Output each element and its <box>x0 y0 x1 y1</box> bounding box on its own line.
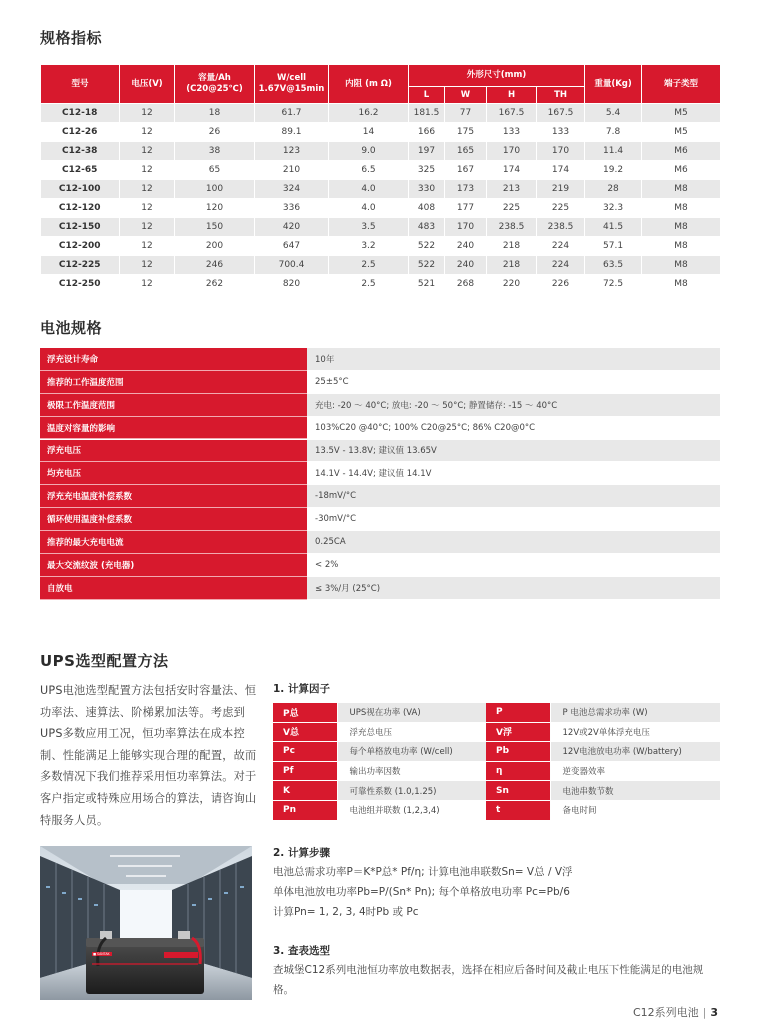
factor-desc: 每个单格放电功率 (W/cell) <box>337 742 486 762</box>
cell-weight: 5.4 <box>585 104 642 123</box>
cell-w: 165 <box>445 142 487 161</box>
cell-weight: 28 <box>585 180 642 199</box>
header-capacity-label: 容量/Ah <box>198 73 231 83</box>
cell-voltage: 12 <box>120 218 175 237</box>
factor-desc: 电池组并联数 (1,2,3,4) <box>337 800 486 820</box>
cell-terminal: M8 <box>642 275 721 294</box>
factor-row <box>273 722 720 742</box>
factor-desc: 可靠性系数 (1.0,1.25) <box>337 781 486 801</box>
battery-spec-row <box>40 417 720 440</box>
cell-w: 77 <box>445 104 487 123</box>
cell-weight: 19.2 <box>585 161 642 180</box>
cell-wcell: 324 <box>255 180 329 199</box>
cell-model: C12-250 <box>41 275 120 294</box>
spec-table-body <box>41 104 721 294</box>
battery-spec-row <box>40 508 720 531</box>
battery-spec-value: 103%C20 @40°C; 100% C20@25°C; 86% C20@0°C <box>307 417 720 440</box>
table-row <box>41 161 721 180</box>
ups-datacenter-image <box>40 846 252 1000</box>
battery-spec-value: 充电: -20 ～ 40°C; 放电: -20 ～ 50°C; 静置储存: -15 ～ 40°C <box>307 394 720 417</box>
cell-weight: 32.3 <box>585 199 642 218</box>
battery-spec-value: -30mV/°C <box>307 508 720 531</box>
cell-capacity: 26 <box>175 123 255 142</box>
ups-intro-text: UPS电池选型配置方法包括安时容量法、恒功率法、速算法、阶梯累加法等。考虑到UPS多数应用工况，恒功率算法在成本控制、性能满足上能够实现合理的配置，故而多数情况下我们推荐采用恒功率算法。对于客户指定或特殊应用场合的算法，请咨询山特服务人员。 <box>40 684 257 827</box>
cell-w: 240 <box>445 237 487 256</box>
battery-section-title: 电池规格 <box>40 319 103 337</box>
header-dimensions: 外形尺寸(mm) <box>409 65 585 87</box>
steps-list <box>273 862 723 922</box>
cell-h: 213 <box>487 180 537 199</box>
battery-spec-label: 均充电压 <box>40 462 307 485</box>
battery-spec-value: -18mV/°C <box>307 485 720 508</box>
factor-row <box>273 800 720 820</box>
cell-h: 170 <box>487 142 537 161</box>
factor-row <box>273 703 720 722</box>
factor-row <box>273 761 720 781</box>
cell-model: C12-26 <box>41 123 120 142</box>
header-dim-w: W <box>445 87 487 104</box>
cell-voltage: 12 <box>120 256 175 275</box>
header-dim-l: L <box>409 87 445 104</box>
battery-spec-value: 14.1V - 14.4V; 建议值 14.1V <box>307 462 720 485</box>
factor-symbol: t <box>486 800 550 820</box>
cell-wcell: 700.4 <box>255 256 329 275</box>
factor-symbol: V浮 <box>486 722 550 742</box>
step-line: 计算Pn= 1, 2, 3, 4时Pb 或 Pc <box>273 906 419 918</box>
svg-text:■ SANTAK: ■ SANTAK <box>93 952 110 957</box>
cell-w: 175 <box>445 123 487 142</box>
cell-wcell: 89.1 <box>255 123 329 142</box>
cell-terminal: M8 <box>642 256 721 275</box>
factor-symbol: P <box>486 703 550 722</box>
cell-voltage: 12 <box>120 237 175 256</box>
cell-terminal: M5 <box>642 104 721 123</box>
cell-model: C12-225 <box>41 256 120 275</box>
footer-divider: | <box>702 1006 707 1019</box>
cell-th: 224 <box>537 237 585 256</box>
battery-spec-row <box>40 371 720 394</box>
header-wcell <box>255 65 329 104</box>
cell-capacity: 246 <box>175 256 255 275</box>
cell-capacity: 100 <box>175 180 255 199</box>
battery-spec-row <box>40 348 720 371</box>
factor-symbol: Sn <box>486 781 550 801</box>
header-capacity-sub: (C20@25℃) <box>186 84 243 94</box>
cell-model: C12-65 <box>41 161 120 180</box>
cell-w: 268 <box>445 275 487 294</box>
cell-model: C12-150 <box>41 218 120 237</box>
table-row <box>41 237 721 256</box>
battery-spec-value: < 2% <box>307 554 720 577</box>
cell-terminal: M8 <box>642 237 721 256</box>
battery-spec-row <box>40 462 720 485</box>
factor-desc: UPS视在功率 (VA) <box>337 703 486 722</box>
cell-voltage: 12 <box>120 161 175 180</box>
factor-symbol: K <box>273 781 337 801</box>
battery-spec-value: 25±5°C <box>307 371 720 394</box>
cell-model: C12-38 <box>41 142 120 161</box>
battery-spec-value: 10年 <box>307 348 720 371</box>
cell-h: 133 <box>487 123 537 142</box>
battery-spec-label: 浮充电压 <box>40 440 307 463</box>
cell-model: C12-120 <box>41 199 120 218</box>
cell-resistance: 2.5 <box>329 275 409 294</box>
header-dim-h: H <box>487 87 537 104</box>
battery-spec-label: 温度对容量的影响 <box>40 417 307 440</box>
factor-symbol: Pc <box>273 742 337 762</box>
cell-terminal: M8 <box>642 218 721 237</box>
step-line: 电池总需求功率P＝K*P总* Pf/η; 计算电池串联数Sn= V总 / V浮 <box>273 866 573 878</box>
cell-h: 218 <box>487 256 537 275</box>
cell-h: 174 <box>487 161 537 180</box>
table-row <box>41 104 721 123</box>
cell-weight: 63.5 <box>585 256 642 275</box>
cell-capacity: 150 <box>175 218 255 237</box>
cell-resistance: 4.0 <box>329 180 409 199</box>
cell-h: 220 <box>487 275 537 294</box>
cell-h: 225 <box>487 199 537 218</box>
header-terminal: 端子类型 <box>642 65 721 104</box>
cell-model: C12-200 <box>41 237 120 256</box>
factor-desc: 电池串数节数 <box>550 781 720 801</box>
header-wcell-sub: 1.67V@15min <box>258 84 325 94</box>
footer-series: C12系列电池 <box>632 1006 699 1019</box>
factor-symbol: Pb <box>486 742 550 762</box>
cell-resistance: 2.5 <box>329 256 409 275</box>
cell-capacity: 262 <box>175 275 255 294</box>
factor-desc: P 电池总需求功率 (W) <box>550 703 720 722</box>
battery-spec-label: 推荐的工作温度范围 <box>40 371 307 394</box>
cell-capacity: 200 <box>175 237 255 256</box>
cell-wcell: 820 <box>255 275 329 294</box>
cell-capacity: 18 <box>175 104 255 123</box>
header-voltage: 电压(V) <box>120 65 175 104</box>
battery-spec-row <box>40 577 720 600</box>
cell-h: 167.5 <box>487 104 537 123</box>
lookup-text: 查城堡C12系列电池恒功率放电数据表，选择在相应后备时间及截止电压下性能满足的电池规格。 <box>273 964 704 996</box>
cell-weight: 57.1 <box>585 237 642 256</box>
cell-wcell: 210 <box>255 161 329 180</box>
cell-wcell: 123 <box>255 142 329 161</box>
cell-capacity: 38 <box>175 142 255 161</box>
cell-terminal: M6 <box>642 161 721 180</box>
cell-th: 238.5 <box>537 218 585 237</box>
cell-capacity: 65 <box>175 161 255 180</box>
cell-resistance: 14 <box>329 123 409 142</box>
battery-spec-label: 循环使用温度补偿系数 <box>40 508 307 531</box>
cell-th: 219 <box>537 180 585 199</box>
cell-wcell: 61.7 <box>255 104 329 123</box>
cell-th: 133 <box>537 123 585 142</box>
table-row <box>41 275 721 294</box>
cell-l: 483 <box>409 218 445 237</box>
table-row <box>41 256 721 275</box>
spec-table <box>40 64 721 294</box>
battery-spec-list <box>40 348 720 600</box>
cell-w: 167 <box>445 161 487 180</box>
cell-voltage: 12 <box>120 199 175 218</box>
header-dim-th: TH <box>537 87 585 104</box>
cell-voltage: 12 <box>120 180 175 199</box>
cell-w: 173 <box>445 180 487 199</box>
cell-h: 218 <box>487 237 537 256</box>
factor-desc: 逆变器效率 <box>550 761 720 781</box>
header-weight: 重量(Kg) <box>585 65 642 104</box>
cell-w: 240 <box>445 256 487 275</box>
factor-row <box>273 742 720 762</box>
cell-terminal: M6 <box>642 142 721 161</box>
cell-model: C12-18 <box>41 104 120 123</box>
cell-resistance: 3.2 <box>329 237 409 256</box>
cell-th: 226 <box>537 275 585 294</box>
cell-l: 330 <box>409 180 445 199</box>
factor-desc: 12V电池放电功率 (W/battery) <box>550 742 720 762</box>
factor-desc: 12V或2V单体浮充电压 <box>550 722 720 742</box>
factor-desc: 浮充总电压 <box>337 722 486 742</box>
battery-spec-value: ≤ 3%/月 (25°C) <box>307 577 720 600</box>
factor-row <box>273 781 720 801</box>
lookup-title: 3. 查表选型 <box>273 945 330 957</box>
cell-wcell: 420 <box>255 218 329 237</box>
cell-terminal: M5 <box>642 123 721 142</box>
cell-resistance: 6.5 <box>329 161 409 180</box>
cell-th: 224 <box>537 256 585 275</box>
cell-h: 238.5 <box>487 218 537 237</box>
table-row <box>41 142 721 161</box>
cell-th: 174 <box>537 161 585 180</box>
cell-l: 197 <box>409 142 445 161</box>
table-row <box>41 123 721 142</box>
battery-spec-label: 浮充设计寿命 <box>40 348 307 371</box>
battery-spec-row <box>40 440 720 463</box>
factor-desc: 输出功率因数 <box>337 761 486 781</box>
factor-symbol: Pf <box>273 761 337 781</box>
cell-resistance: 9.0 <box>329 142 409 161</box>
header-wcell-label: W/cell <box>276 73 307 83</box>
cell-resistance: 4.0 <box>329 199 409 218</box>
battery-spec-row <box>40 531 720 554</box>
cell-weight: 7.8 <box>585 123 642 142</box>
page-footer <box>633 1004 718 1020</box>
battery-spec-label: 最大交流纹波 (充电器) <box>40 554 307 577</box>
cell-th: 170 <box>537 142 585 161</box>
cell-l: 521 <box>409 275 445 294</box>
factors-title: 1. 计算因子 <box>273 683 330 695</box>
cell-voltage: 12 <box>120 142 175 161</box>
cell-weight: 11.4 <box>585 142 642 161</box>
steps-title: 2. 计算步骤 <box>273 847 330 859</box>
cell-wcell: 647 <box>255 237 329 256</box>
cell-resistance: 3.5 <box>329 218 409 237</box>
footer-page-number: 3 <box>710 1006 718 1019</box>
cell-l: 522 <box>409 237 445 256</box>
cell-wcell: 336 <box>255 199 329 218</box>
battery-spec-label: 浮充充电温度补偿系数 <box>40 485 307 508</box>
factor-symbol: V总 <box>273 722 337 742</box>
factors-table <box>273 703 720 821</box>
cell-l: 522 <box>409 256 445 275</box>
factor-symbol: η <box>486 761 550 781</box>
cell-th: 167.5 <box>537 104 585 123</box>
battery-spec-value: 13.5V - 13.8V; 建议值 13.65V <box>307 440 720 463</box>
battery-spec-row <box>40 394 720 417</box>
cell-voltage: 12 <box>120 104 175 123</box>
battery-spec-row <box>40 485 720 508</box>
table-row <box>41 218 721 237</box>
battery-spec-label: 极限工作温度范围 <box>40 394 307 417</box>
factor-symbol: Pn <box>273 800 337 820</box>
spec-section-title: 规格指标 <box>40 29 103 47</box>
cell-capacity: 120 <box>175 199 255 218</box>
battery-spec-label: 自放电 <box>40 577 307 600</box>
cell-weight: 41.5 <box>585 218 642 237</box>
cell-weight: 72.5 <box>585 275 642 294</box>
cell-w: 177 <box>445 199 487 218</box>
ups-section-title: UPS选型配置方法 <box>40 652 169 670</box>
battery-spec-row <box>40 554 720 577</box>
table-row <box>41 180 721 199</box>
cell-th: 225 <box>537 199 585 218</box>
cell-terminal: M8 <box>642 180 721 199</box>
battery-spec-value: 0.25CA <box>307 531 720 554</box>
cell-terminal: M8 <box>642 199 721 218</box>
cell-resistance: 16.2 <box>329 104 409 123</box>
header-resistance: 内阻 (m Ω) <box>329 65 409 104</box>
cell-voltage: 12 <box>120 123 175 142</box>
battery-spec-label: 推荐的最大充电电流 <box>40 531 307 554</box>
cell-w: 170 <box>445 218 487 237</box>
cell-l: 166 <box>409 123 445 142</box>
cell-l: 408 <box>409 199 445 218</box>
step-line: 单体电池放电功率Pb=P/(Sn* Pn); 每个单格放电功率 Pc=Pb/6 <box>273 886 570 898</box>
cell-l: 181.5 <box>409 104 445 123</box>
header-capacity <box>175 65 255 104</box>
factor-symbol: P总 <box>273 703 337 722</box>
header-model: 型号 <box>41 65 120 104</box>
cell-l: 325 <box>409 161 445 180</box>
cell-voltage: 12 <box>120 275 175 294</box>
factor-desc: 备电时间 <box>550 800 720 820</box>
cell-model: C12-100 <box>41 180 120 199</box>
table-row <box>41 199 721 218</box>
